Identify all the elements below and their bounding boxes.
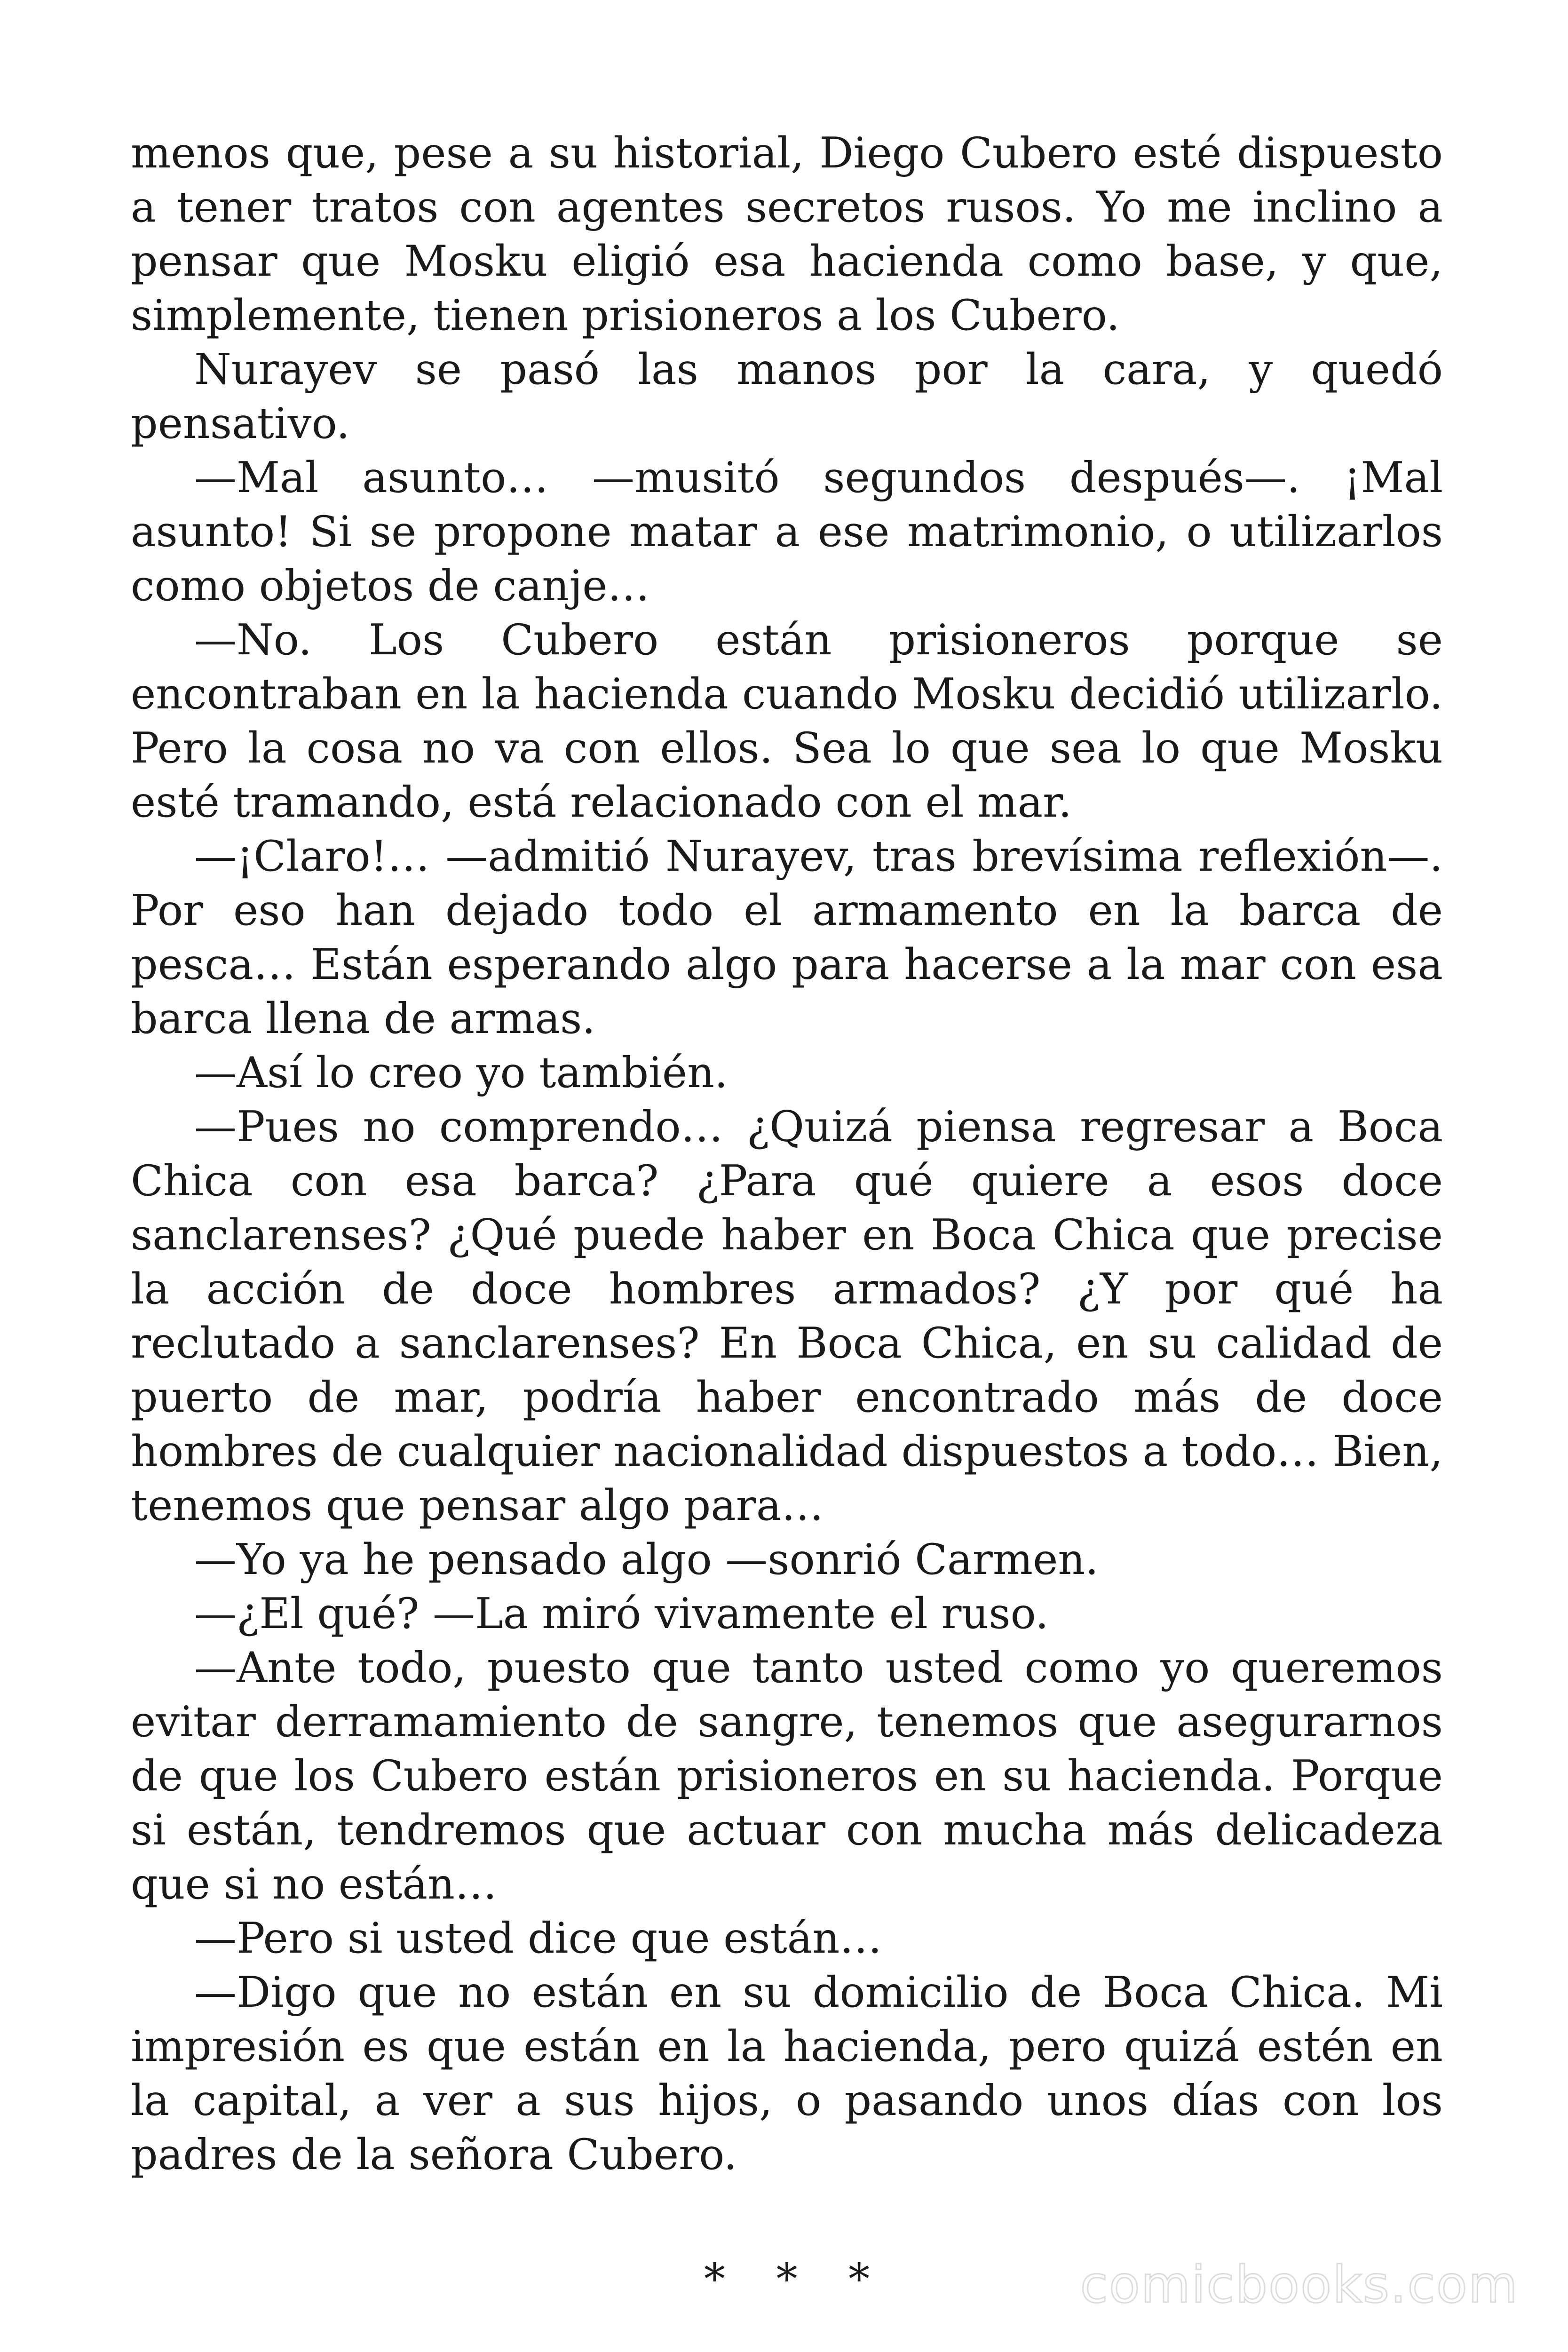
paragraph: —No. Los Cubero están prisioneros porque se encontraban en la hacienda cuando Mosku decidió utilizarlo. Pero la cosa no va con ellos. Sea lo que sea lo que Mosku esté tramando, está relacionado con el mar.	[131, 615, 1443, 827]
paragraph: —Ante todo, puesto que tanto usted como yo queremos evitar derramamiento de sangre, tenemos que asegurarnos de que los Cubero están prisioneros en su hacienda. Porque si están, tendremos que actuar con mucha más delicadeza que si no están…	[131, 1643, 1443, 1909]
paragraph: —¡Claro!… —admitió Nurayev, tras brevísima reflexión—. Por eso han dejado todo el armamento en la barca de pesca… Están esperando algo para hacerse a la mar con esa barca llena de armas.	[131, 832, 1443, 1043]
section-separator: * * *	[704, 2255, 889, 2304]
page-body	[131, 126, 1443, 2352]
paragraph: —Yo ya he pensado algo —sonrió Carmen.	[194, 1535, 1099, 1584]
paragraph: —¿El qué? —La miró vivamente el ruso.	[194, 1589, 1049, 1638]
paragraph: menos que, pese a su historial, Diego Cubero esté dispuesto a tener tratos con agentes secretos rusos. Yo me inclino a pensar que Mosku eligió esa hacienda como base, y que, simplemente, tienen prisioneros a los Cubero.	[131, 128, 1443, 340]
watermark-text: comicbooks.com	[1080, 2256, 1519, 2314]
paragraph: —Así lo creo yo también.	[194, 1048, 728, 1097]
paragraph: —Pues no comprendo… ¿Quizá piensa regresar a Boca Chica con esa barca? ¿Para qué quiere a esos doce sanclarenses? ¿Qué puede haber en Boca Chica que precise la acción de doce hombres armados? ¿Y por qué ha reclutado a sanclarenses? En Boca Chica, en su calidad de puerto de mar, podría haber encontrado más de doce hombres de cualquier nacionalidad dispuestos a todo… Bien, tenemos que pensar algo para…	[131, 1102, 1443, 1530]
paragraph: Nurayev se pasó las manos por la cara, y quedó pensativo.	[131, 345, 1443, 448]
paragraph: —Mal asunto… —musitó segundos después—. ¡Mal asunto! Si se propone matar a ese matrimonio, o utilizarlos como objetos de canje…	[131, 453, 1443, 611]
paragraph: —Pero si usted dice que están…	[194, 1914, 882, 1963]
paragraph: —Digo que no están en su domicilio de Boca Chica. Mi impresión es que están en la hacienda, pero quizá estén en la capital, a ver a sus hijos, o pasando unos días con los padres de la señora Cubero.	[131, 1968, 1443, 2179]
